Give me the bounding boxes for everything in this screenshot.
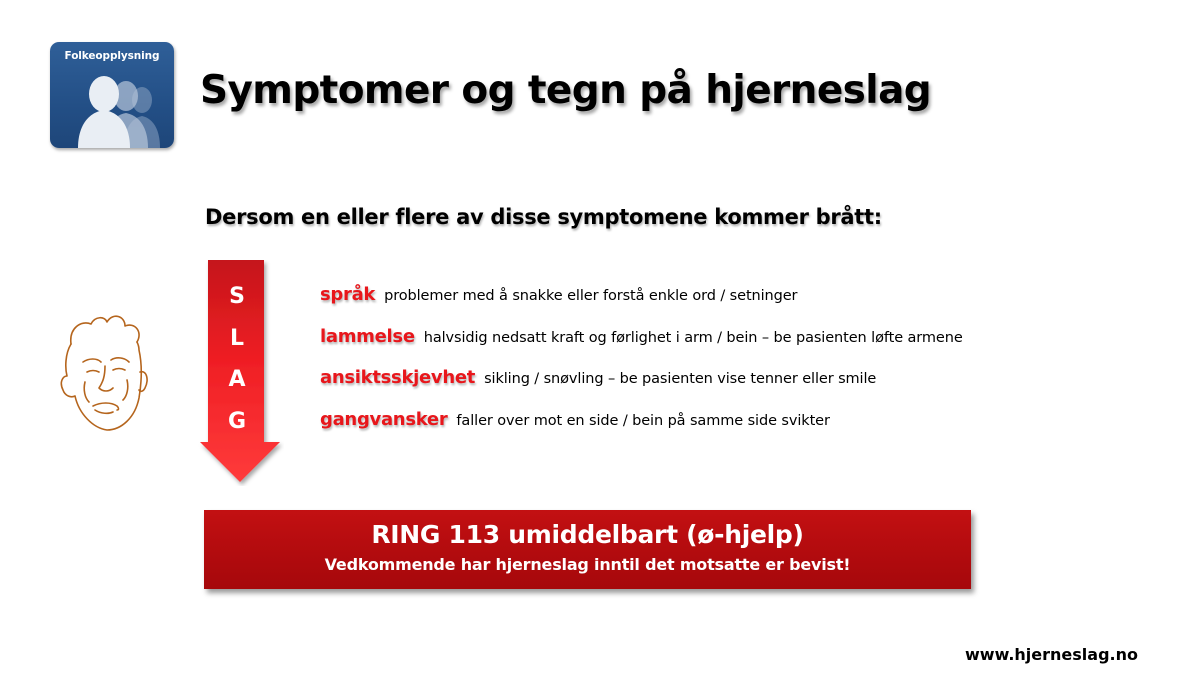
emergency-call-title: RING 113 umiddelbart (ø-hjelp) (371, 520, 804, 549)
symptom-description: halvsidig nedsatt kraft og førlighet i arm / bein – be pasienten løfte armene (423, 329, 963, 346)
symptom-list (320, 284, 963, 450)
symptom-description: problemer med å snakke eller forstå enkle ord / setninger (384, 288, 798, 304)
emergency-call-banner (204, 510, 971, 589)
symptom-item-lammelse (320, 326, 963, 368)
symptom-description: sikling / snøvling – be pasienten vise tenner eller smile (484, 371, 877, 387)
symptom-item-gangvansker (320, 409, 963, 451)
website-url: www.hjerneslag.no (965, 645, 1138, 664)
acronym-letter: A (228, 367, 246, 392)
logo-label: Folkeopplysning (64, 50, 160, 62)
acronym-letter: G (227, 408, 247, 434)
symptom-keyword: språk (320, 284, 376, 305)
subtitle: Dersom en eller flere av disse symptomene kommer brått: (205, 205, 882, 229)
symptom-keyword: lammelse (320, 325, 415, 347)
emergency-call-subtitle: Vedkommende har hjerneslag inntil det motsatte er bevist! (324, 555, 851, 574)
drooping-face-icon (55, 310, 155, 435)
page-title: Symptomer og tegn på hjerneslag (200, 68, 932, 113)
folkeopplysning-logo (50, 42, 174, 148)
symptom-item-ansiktsskjevhet (320, 367, 963, 409)
symptom-item-sprak (320, 284, 963, 326)
symptom-description: faller over mot en side / bein på samme side svikter (456, 412, 830, 429)
acronym-letter: L (229, 325, 245, 351)
symptom-keyword: gangvansker (320, 408, 448, 430)
symptom-keyword: ansiktsskjevhet (320, 367, 476, 388)
acronym-letter: S (229, 284, 245, 309)
slag-acronym (209, 276, 265, 442)
